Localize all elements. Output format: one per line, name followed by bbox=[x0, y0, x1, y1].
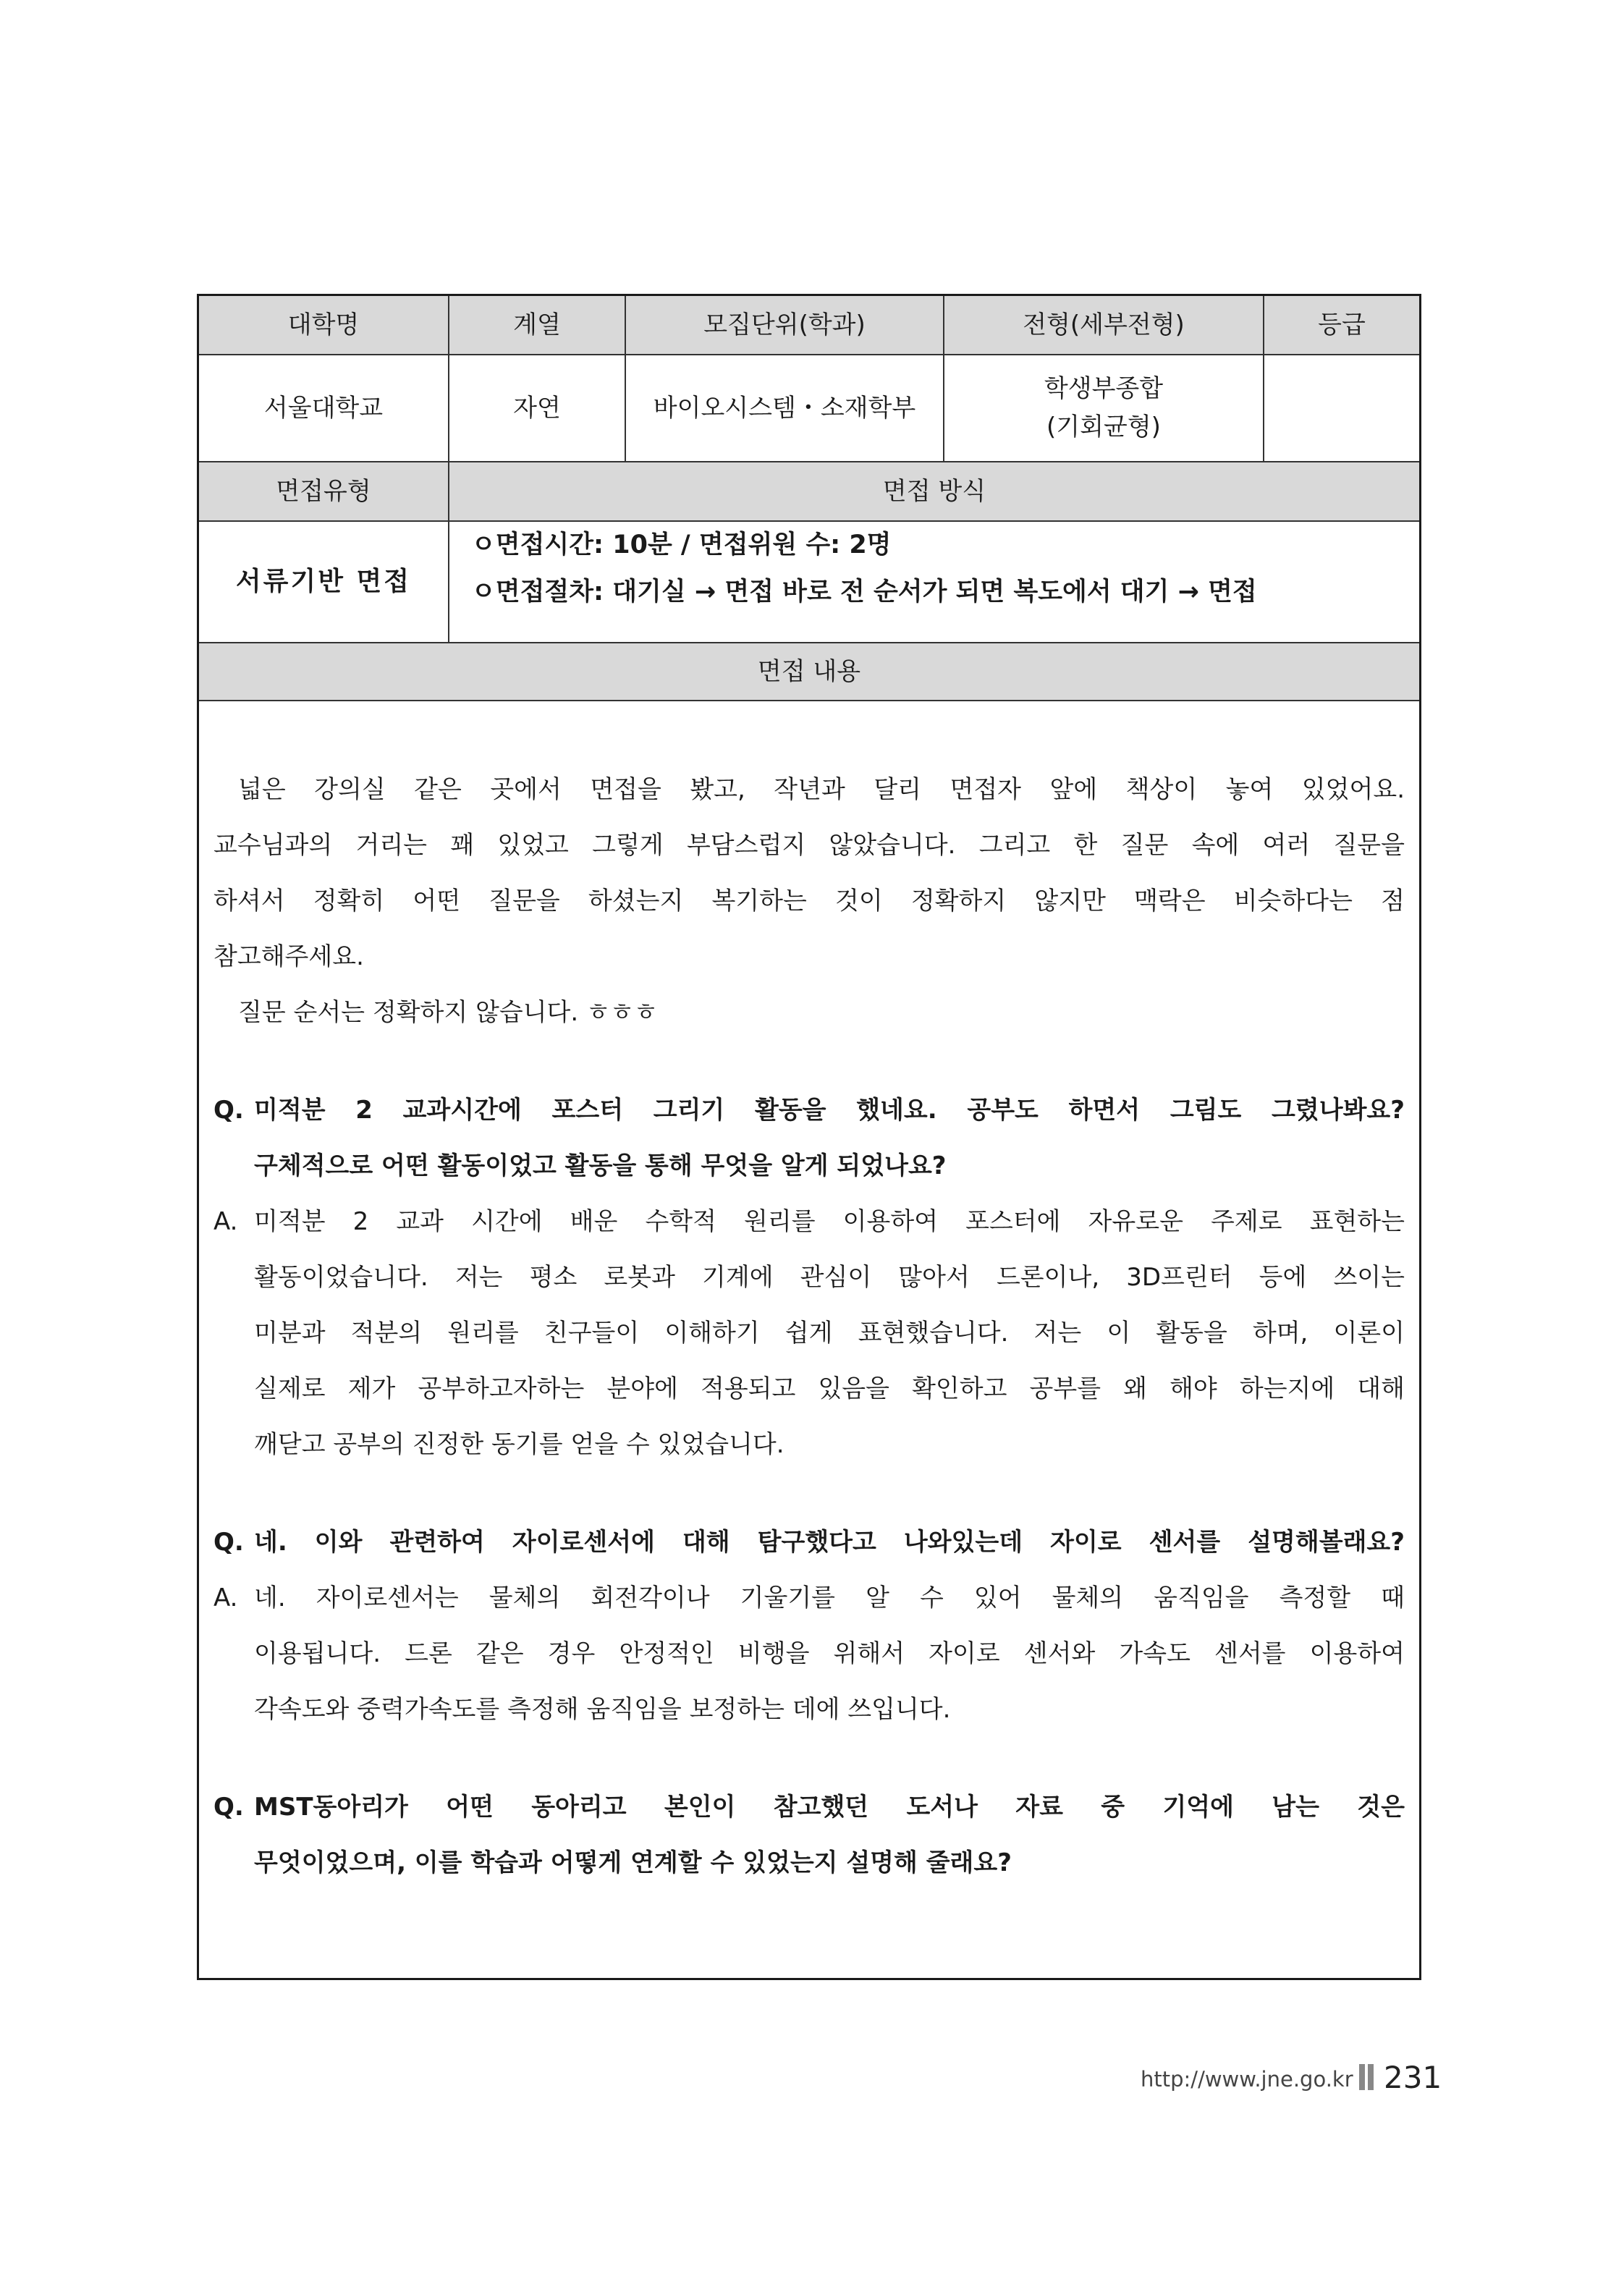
question-text: 네. 이와 관련하여 자이로센서에 대해 탐구했다고 나와있는데 자이로 센서를 설명해볼래요? bbox=[254, 1528, 1405, 1557]
question-label: Q. bbox=[213, 1528, 244, 1557]
answer-line: 각속도와 중력가속도를 측정해 움직임을 보정하는 데에 쓰입니다. bbox=[254, 1695, 951, 1724]
question-label: Q. bbox=[213, 1793, 244, 1822]
answer-text: 네. 자이로센서는 물체의 회전각이나 기울기를 알 수 있어 물체의 움직임을 측정할 때 bbox=[254, 1584, 1405, 1612]
admission-value bbox=[944, 355, 1264, 461]
footer-divider bbox=[1359, 2064, 1365, 2090]
interview-content bbox=[199, 701, 1419, 1979]
interview-procedure-line: ㅇ면접절차: 대기실 → 면접 바로 전 순서가 되면 복도에서 대기 → 면접 bbox=[471, 577, 1257, 606]
header-university: 대학명 bbox=[199, 296, 449, 354]
content-label: 면접 내용 bbox=[757, 656, 861, 686]
qa-block-1 bbox=[213, 1083, 1405, 1473]
answer-line: 활동이었습니다. 저는 평소 로봇과 기계에 관심이 많아서 드론이나, 3D프린터 등에 쓰이는 bbox=[254, 1263, 1405, 1292]
interview-record-table bbox=[197, 294, 1421, 1980]
header-department: 모집단위(학과) bbox=[626, 296, 944, 354]
intro-line: 하셔서 정확히 어떤 질문을 하셨는지 복기하는 것이 정확하지 않지만 맥락은 비슷하다는 점 bbox=[213, 887, 1405, 916]
intro-paragraph bbox=[213, 762, 1405, 1041]
interview-type-label: 면접유형 bbox=[199, 462, 449, 520]
answer-text: 미적분 2 교과 시간에 배운 수학적 원리를 이용하여 포스터에 자유로운 주제로 표현하는 bbox=[254, 1207, 1405, 1236]
interview-method-label: 면접 방식 bbox=[882, 476, 986, 506]
page-number: 231 bbox=[1384, 2060, 1442, 2095]
answer-line bbox=[213, 1570, 1405, 1626]
department-value: 바이오시스템・소재학부 bbox=[626, 355, 944, 461]
admission-line-1: 학생부종합 bbox=[1044, 374, 1164, 404]
table-value-row bbox=[199, 355, 1419, 462]
qa-block-3 bbox=[213, 1780, 1405, 1891]
answer-line: 깨닫고 공부의 진정한 동기를 얻을 수 있었습니다. bbox=[254, 1430, 784, 1459]
field-value: 자연 bbox=[449, 355, 626, 461]
intro-line: 참고해주세요. bbox=[213, 942, 364, 971]
interview-method-row bbox=[199, 522, 1419, 643]
table-header-row bbox=[199, 296, 1419, 355]
header-grade: 등급 bbox=[1318, 310, 1366, 339]
answer-line: 실제로 제가 공부하고자하는 분야에 적용되고 있음을 확인하고 공부를 왜 해야 하는지에 대해 bbox=[254, 1374, 1405, 1403]
admission-line-2: (기회균형) bbox=[1046, 413, 1161, 441]
question-line: 구체적으로 어떤 활동이었고 활동을 통해 무엇을 알게 되었나요? bbox=[254, 1151, 947, 1180]
question-text: MST동아리가 어떤 동아리고 본인이 참고했던 도서나 자료 중 기억에 남는 것은 bbox=[254, 1793, 1405, 1822]
footer-url: http://www.jne.go.kr bbox=[1141, 2067, 1353, 2092]
footer-divider bbox=[1368, 2064, 1374, 2090]
answer-line: 이용됩니다. 드론 같은 경우 안정적인 비행을 위해서 자이로 센서와 가속도 센서를 이용하여 bbox=[254, 1639, 1405, 1668]
question-text: 미적분 2 교과시간에 포스터 그리기 활동을 했네요. 공부도 하면서 그림도 그렸나봐요? bbox=[254, 1096, 1405, 1125]
answer-line bbox=[213, 1194, 1405, 1250]
order-note: 질문 순서는 정확하지 않습니다. ㅎㅎㅎ bbox=[238, 998, 658, 1027]
intro-line: 넓은 강의실 같은 곳에서 면접을 봤고, 작년과 달리 면접자 앞에 책상이 놓여 있었어요. bbox=[238, 775, 1405, 804]
university-value: 서울대학교 bbox=[199, 355, 449, 461]
grade-value bbox=[1264, 355, 1419, 461]
answer-label: A. bbox=[213, 1207, 238, 1236]
interview-type-header-row bbox=[199, 462, 1419, 522]
interview-type-value: 서류기반 면접 bbox=[199, 522, 449, 642]
question-line: 무엇이었으며, 이를 학습과 어떻게 연계할 수 있었는지 설명해 줄래요? bbox=[254, 1848, 1012, 1877]
interview-time-line: ㅇ면접시간: 10분 / 면접위원 수: 2명 bbox=[471, 530, 892, 559]
content-header-row bbox=[199, 643, 1419, 701]
header-admission: 전형(세부전형) bbox=[944, 296, 1264, 354]
question-line bbox=[213, 1780, 1405, 1835]
answer-line: 미분과 적분의 원리를 친구들이 이해하기 쉽게 표현했습니다. 저는 이 활동을 하며, 이론이 bbox=[254, 1319, 1405, 1348]
question-line bbox=[213, 1515, 1405, 1570]
question-label: Q. bbox=[213, 1096, 244, 1125]
header-field: 계열 bbox=[449, 296, 626, 354]
answer-label: A. bbox=[213, 1584, 238, 1612]
intro-line: 교수님과의 거리는 꽤 있었고 그렇게 부담스럽지 않았습니다. 그리고 한 질문 속에 여러 질문을 bbox=[213, 831, 1405, 860]
qa-block-2 bbox=[213, 1515, 1405, 1738]
interview-method-details bbox=[449, 522, 1419, 642]
question-line bbox=[213, 1083, 1405, 1138]
